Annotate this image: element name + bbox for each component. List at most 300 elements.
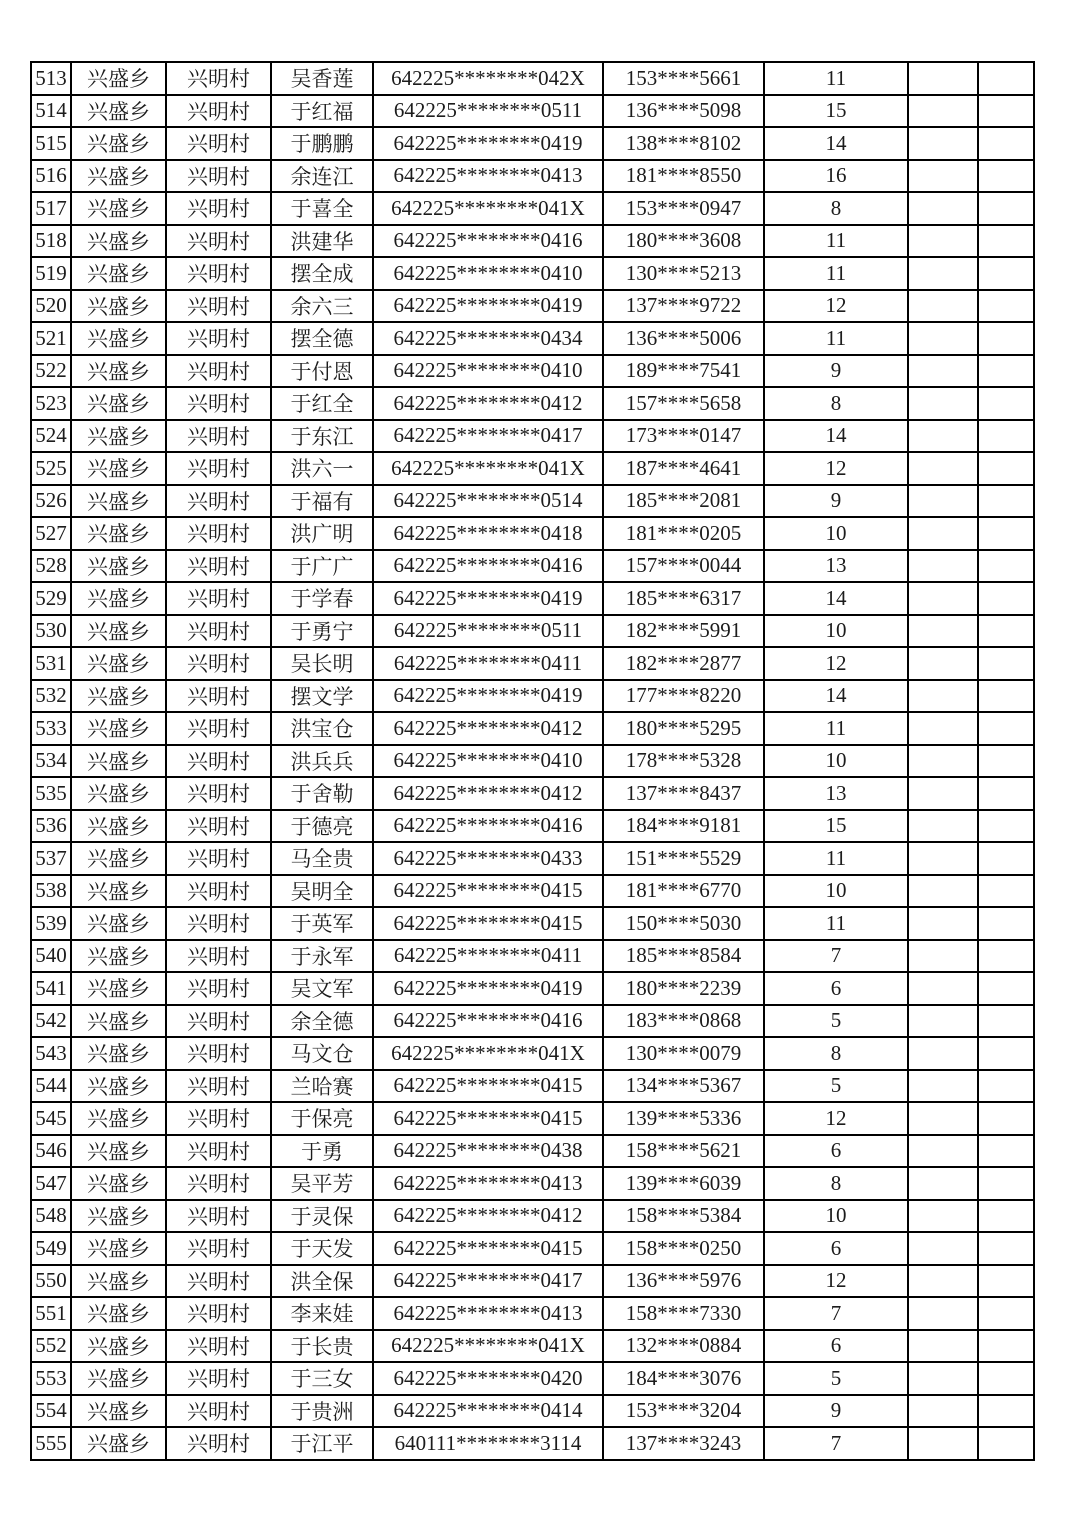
village-cell: 兴明村 [166, 777, 271, 810]
count-cell: 10 [764, 517, 908, 550]
phone-cell: 181****6770 [603, 875, 764, 908]
blank-cell-1 [908, 127, 978, 160]
blank-cell-2 [978, 1297, 1034, 1330]
phone-cell: 182****5991 [603, 615, 764, 648]
village-cell: 兴明村 [166, 1200, 271, 1233]
table-row [31, 1167, 1034, 1200]
table-row [31, 1395, 1034, 1428]
table-row [31, 192, 1034, 225]
village-cell: 兴明村 [166, 1135, 271, 1168]
id-number-cell: 642225********0412 [373, 387, 603, 420]
seq-cell: 539 [31, 907, 71, 940]
blank-cell-1 [908, 1427, 978, 1460]
count-cell: 10 [764, 615, 908, 648]
count-cell: 8 [764, 1167, 908, 1200]
seq-cell: 532 [31, 680, 71, 713]
township-cell: 兴盛乡 [71, 1297, 166, 1330]
blank-cell-1 [908, 940, 978, 973]
id-number-cell: 642225********0417 [373, 1265, 603, 1298]
table-row [31, 355, 1034, 388]
seq-cell: 534 [31, 745, 71, 778]
count-cell: 15 [764, 810, 908, 843]
blank-cell-2 [978, 582, 1034, 615]
table-row [31, 1200, 1034, 1233]
count-cell: 10 [764, 1200, 908, 1233]
seq-cell: 519 [31, 257, 71, 290]
village-cell: 兴明村 [166, 1102, 271, 1135]
phone-cell: 153****3204 [603, 1395, 764, 1428]
table-row [31, 387, 1034, 420]
blank-cell-2 [978, 940, 1034, 973]
village-cell: 兴明村 [166, 550, 271, 583]
phone-cell: 181****8550 [603, 160, 764, 193]
seq-cell: 545 [31, 1102, 71, 1135]
township-cell: 兴盛乡 [71, 1330, 166, 1363]
id-number-cell: 642225********0434 [373, 322, 603, 355]
id-number-cell: 642225********0413 [373, 1297, 603, 1330]
village-cell: 兴明村 [166, 387, 271, 420]
count-cell: 16 [764, 160, 908, 193]
name-cell: 于江平 [271, 1427, 373, 1460]
table-row [31, 940, 1034, 973]
phone-cell: 180****3608 [603, 225, 764, 258]
table-row [31, 745, 1034, 778]
blank-cell-1 [908, 1135, 978, 1168]
table-row [31, 1232, 1034, 1265]
village-cell: 兴明村 [166, 712, 271, 745]
count-cell: 10 [764, 875, 908, 908]
count-cell: 12 [764, 1265, 908, 1298]
seq-cell: 547 [31, 1167, 71, 1200]
phone-cell: 181****0205 [603, 517, 764, 550]
seq-cell: 551 [31, 1297, 71, 1330]
table-row [31, 777, 1034, 810]
id-number-cell: 640111********3114 [373, 1427, 603, 1460]
name-cell: 于灵保 [271, 1200, 373, 1233]
village-cell: 兴明村 [166, 517, 271, 550]
township-cell: 兴盛乡 [71, 322, 166, 355]
name-cell: 于英军 [271, 907, 373, 940]
name-cell: 于学春 [271, 582, 373, 615]
blank-cell-1 [908, 452, 978, 485]
village-cell: 兴明村 [166, 582, 271, 615]
village-cell: 兴明村 [166, 127, 271, 160]
id-number-cell: 642225********0419 [373, 680, 603, 713]
blank-cell-1 [908, 745, 978, 778]
blank-cell-1 [908, 1200, 978, 1233]
blank-cell-2 [978, 1200, 1034, 1233]
phone-cell: 153****5661 [603, 62, 764, 95]
township-cell: 兴盛乡 [71, 1005, 166, 1038]
count-cell: 14 [764, 582, 908, 615]
blank-cell-2 [978, 1037, 1034, 1070]
township-cell: 兴盛乡 [71, 290, 166, 323]
count-cell: 15 [764, 95, 908, 128]
table-row [31, 1005, 1034, 1038]
table-row [31, 290, 1034, 323]
name-cell: 洪宝仓 [271, 712, 373, 745]
blank-cell-2 [978, 615, 1034, 648]
blank-cell-2 [978, 1102, 1034, 1135]
blank-cell-2 [978, 1265, 1034, 1298]
township-cell: 兴盛乡 [71, 1362, 166, 1395]
village-cell: 兴明村 [166, 907, 271, 940]
id-number-cell: 642225********0414 [373, 1395, 603, 1428]
name-cell: 于红全 [271, 387, 373, 420]
seq-cell: 526 [31, 485, 71, 518]
blank-cell-2 [978, 192, 1034, 225]
count-cell: 11 [764, 907, 908, 940]
count-cell: 14 [764, 680, 908, 713]
count-cell: 12 [764, 1102, 908, 1135]
table-row [31, 875, 1034, 908]
blank-cell-2 [978, 257, 1034, 290]
name-cell: 于贵洲 [271, 1395, 373, 1428]
village-cell: 兴明村 [166, 875, 271, 908]
name-cell: 吴长明 [271, 647, 373, 680]
name-cell: 于福有 [271, 485, 373, 518]
phone-cell: 134****5367 [603, 1070, 764, 1103]
table-row [31, 907, 1034, 940]
name-cell: 兰哈赛 [271, 1070, 373, 1103]
township-cell: 兴盛乡 [71, 1135, 166, 1168]
seq-cell: 548 [31, 1200, 71, 1233]
name-cell: 于保亮 [271, 1102, 373, 1135]
name-cell: 于长贵 [271, 1330, 373, 1363]
id-number-cell: 642225********0419 [373, 972, 603, 1005]
id-number-cell: 642225********041X [373, 1037, 603, 1070]
seq-cell: 540 [31, 940, 71, 973]
village-cell: 兴明村 [166, 1297, 271, 1330]
phone-cell: 150****5030 [603, 907, 764, 940]
count-cell: 7 [764, 1427, 908, 1460]
count-cell: 6 [764, 1232, 908, 1265]
blank-cell-1 [908, 550, 978, 583]
township-cell: 兴盛乡 [71, 485, 166, 518]
village-cell: 兴明村 [166, 940, 271, 973]
blank-cell-1 [908, 1362, 978, 1395]
seq-cell: 514 [31, 95, 71, 128]
phone-cell: 184****9181 [603, 810, 764, 843]
village-cell: 兴明村 [166, 1167, 271, 1200]
seq-cell: 537 [31, 842, 71, 875]
name-cell: 摆全德 [271, 322, 373, 355]
name-cell: 于红福 [271, 95, 373, 128]
name-cell: 于广广 [271, 550, 373, 583]
blank-cell-2 [978, 647, 1034, 680]
count-cell: 11 [764, 62, 908, 95]
blank-cell-1 [908, 192, 978, 225]
township-cell: 兴盛乡 [71, 257, 166, 290]
count-cell: 11 [764, 225, 908, 258]
table-row [31, 1135, 1034, 1168]
count-cell: 14 [764, 127, 908, 160]
name-cell: 洪六一 [271, 452, 373, 485]
township-cell: 兴盛乡 [71, 420, 166, 453]
village-cell: 兴明村 [166, 1330, 271, 1363]
phone-cell: 136****5976 [603, 1265, 764, 1298]
village-cell: 兴明村 [166, 225, 271, 258]
seq-cell: 522 [31, 355, 71, 388]
table-row [31, 1037, 1034, 1070]
id-number-cell: 642225********0416 [373, 550, 603, 583]
name-cell: 马文仓 [271, 1037, 373, 1070]
blank-cell-2 [978, 322, 1034, 355]
blank-cell-2 [978, 387, 1034, 420]
name-cell: 于鹏鹏 [271, 127, 373, 160]
phone-cell: 139****5336 [603, 1102, 764, 1135]
id-number-cell: 642225********0418 [373, 517, 603, 550]
seq-cell: 535 [31, 777, 71, 810]
blank-cell-2 [978, 1135, 1034, 1168]
village-cell: 兴明村 [166, 290, 271, 323]
village-cell: 兴明村 [166, 95, 271, 128]
table-row [31, 680, 1034, 713]
phone-cell: 185****8584 [603, 940, 764, 973]
roster-table [30, 61, 1035, 1461]
blank-cell-1 [908, 1070, 978, 1103]
id-number-cell: 642225********0416 [373, 1005, 603, 1038]
township-cell: 兴盛乡 [71, 582, 166, 615]
blank-cell-1 [908, 420, 978, 453]
seq-cell: 518 [31, 225, 71, 258]
seq-cell: 525 [31, 452, 71, 485]
village-cell: 兴明村 [166, 1232, 271, 1265]
id-number-cell: 642225********0419 [373, 127, 603, 160]
village-cell: 兴明村 [166, 1037, 271, 1070]
blank-cell-2 [978, 1070, 1034, 1103]
seq-cell: 542 [31, 1005, 71, 1038]
seq-cell: 553 [31, 1362, 71, 1395]
seq-cell: 520 [31, 290, 71, 323]
township-cell: 兴盛乡 [71, 192, 166, 225]
blank-cell-2 [978, 127, 1034, 160]
table-row [31, 712, 1034, 745]
seq-cell: 531 [31, 647, 71, 680]
name-cell: 洪建华 [271, 225, 373, 258]
seq-cell: 555 [31, 1427, 71, 1460]
township-cell: 兴盛乡 [71, 1102, 166, 1135]
blank-cell-2 [978, 1330, 1034, 1363]
count-cell: 7 [764, 1297, 908, 1330]
table-row [31, 810, 1034, 843]
table-row [31, 225, 1034, 258]
blank-cell-1 [908, 972, 978, 1005]
township-cell: 兴盛乡 [71, 355, 166, 388]
seq-cell: 543 [31, 1037, 71, 1070]
blank-cell-1 [908, 777, 978, 810]
name-cell: 吴文军 [271, 972, 373, 1005]
name-cell: 余连江 [271, 160, 373, 193]
blank-cell-2 [978, 225, 1034, 258]
table-row [31, 647, 1034, 680]
id-number-cell: 642225********0412 [373, 1200, 603, 1233]
id-number-cell: 642225********041X [373, 452, 603, 485]
count-cell: 8 [764, 1037, 908, 1070]
phone-cell: 158****0250 [603, 1232, 764, 1265]
blank-cell-2 [978, 712, 1034, 745]
blank-cell-2 [978, 680, 1034, 713]
table-row [31, 420, 1034, 453]
id-number-cell: 642225********0411 [373, 940, 603, 973]
name-cell: 于三女 [271, 1362, 373, 1395]
village-cell: 兴明村 [166, 160, 271, 193]
village-cell: 兴明村 [166, 745, 271, 778]
table-row [31, 1362, 1034, 1395]
township-cell: 兴盛乡 [71, 810, 166, 843]
id-number-cell: 642225********0410 [373, 257, 603, 290]
phone-cell: 178****5328 [603, 745, 764, 778]
blank-cell-1 [908, 1330, 978, 1363]
name-cell: 于付恩 [271, 355, 373, 388]
village-cell: 兴明村 [166, 257, 271, 290]
blank-cell-2 [978, 1005, 1034, 1038]
phone-cell: 153****0947 [603, 192, 764, 225]
count-cell: 13 [764, 777, 908, 810]
village-cell: 兴明村 [166, 355, 271, 388]
name-cell: 洪兵兵 [271, 745, 373, 778]
count-cell: 12 [764, 647, 908, 680]
phone-cell: 151****5529 [603, 842, 764, 875]
blank-cell-2 [978, 160, 1034, 193]
phone-cell: 137****9722 [603, 290, 764, 323]
seq-cell: 524 [31, 420, 71, 453]
blank-cell-2 [978, 1232, 1034, 1265]
blank-cell-1 [908, 257, 978, 290]
count-cell: 6 [764, 1135, 908, 1168]
count-cell: 13 [764, 550, 908, 583]
seq-cell: 515 [31, 127, 71, 160]
village-cell: 兴明村 [166, 322, 271, 355]
blank-cell-1 [908, 485, 978, 518]
phone-cell: 136****5098 [603, 95, 764, 128]
township-cell: 兴盛乡 [71, 777, 166, 810]
name-cell: 李来娃 [271, 1297, 373, 1330]
blank-cell-2 [978, 452, 1034, 485]
id-number-cell: 642225********0416 [373, 810, 603, 843]
phone-cell: 158****7330 [603, 1297, 764, 1330]
id-number-cell: 642225********0438 [373, 1135, 603, 1168]
phone-cell: 137****8437 [603, 777, 764, 810]
seq-cell: 516 [31, 160, 71, 193]
name-cell: 洪全保 [271, 1265, 373, 1298]
seq-cell: 530 [31, 615, 71, 648]
id-number-cell: 642225********0419 [373, 582, 603, 615]
blank-cell-2 [978, 62, 1034, 95]
township-cell: 兴盛乡 [71, 615, 166, 648]
township-cell: 兴盛乡 [71, 907, 166, 940]
blank-cell-2 [978, 1427, 1034, 1460]
count-cell: 6 [764, 1330, 908, 1363]
village-cell: 兴明村 [166, 615, 271, 648]
id-number-cell: 642225********041X [373, 192, 603, 225]
blank-cell-1 [908, 1167, 978, 1200]
id-number-cell: 642225********0410 [373, 745, 603, 778]
name-cell: 摆全成 [271, 257, 373, 290]
township-cell: 兴盛乡 [71, 1427, 166, 1460]
seq-cell: 523 [31, 387, 71, 420]
blank-cell-1 [908, 95, 978, 128]
table-row [31, 1265, 1034, 1298]
blank-cell-2 [978, 290, 1034, 323]
phone-cell: 189****7541 [603, 355, 764, 388]
phone-cell: 185****2081 [603, 485, 764, 518]
township-cell: 兴盛乡 [71, 1200, 166, 1233]
count-cell: 5 [764, 1362, 908, 1395]
village-cell: 兴明村 [166, 972, 271, 1005]
blank-cell-2 [978, 517, 1034, 550]
township-cell: 兴盛乡 [71, 225, 166, 258]
blank-cell-1 [908, 387, 978, 420]
seq-cell: 527 [31, 517, 71, 550]
blank-cell-2 [978, 1362, 1034, 1395]
blank-cell-2 [978, 810, 1034, 843]
name-cell: 于天发 [271, 1232, 373, 1265]
count-cell: 5 [764, 1005, 908, 1038]
village-cell: 兴明村 [166, 647, 271, 680]
seq-cell: 549 [31, 1232, 71, 1265]
name-cell: 吴香莲 [271, 62, 373, 95]
count-cell: 9 [764, 1395, 908, 1428]
blank-cell-2 [978, 485, 1034, 518]
id-number-cell: 642225********0433 [373, 842, 603, 875]
seq-cell: 538 [31, 875, 71, 908]
seq-cell: 544 [31, 1070, 71, 1103]
id-number-cell: 642225********0412 [373, 777, 603, 810]
village-cell: 兴明村 [166, 1362, 271, 1395]
village-cell: 兴明村 [166, 1005, 271, 1038]
blank-cell-2 [978, 355, 1034, 388]
name-cell: 于舍勒 [271, 777, 373, 810]
phone-cell: 130****0079 [603, 1037, 764, 1070]
village-cell: 兴明村 [166, 420, 271, 453]
township-cell: 兴盛乡 [71, 62, 166, 95]
blank-cell-2 [978, 907, 1034, 940]
blank-cell-1 [908, 1395, 978, 1428]
blank-cell-1 [908, 355, 978, 388]
blank-cell-1 [908, 907, 978, 940]
id-number-cell: 642225********0415 [373, 875, 603, 908]
table-row [31, 615, 1034, 648]
blank-cell-2 [978, 842, 1034, 875]
id-number-cell: 642225********0413 [373, 160, 603, 193]
blank-cell-1 [908, 647, 978, 680]
blank-cell-1 [908, 1297, 978, 1330]
name-cell: 摆文学 [271, 680, 373, 713]
blank-cell-1 [908, 160, 978, 193]
phone-cell: 137****3243 [603, 1427, 764, 1460]
township-cell: 兴盛乡 [71, 160, 166, 193]
township-cell: 兴盛乡 [71, 842, 166, 875]
count-cell: 12 [764, 290, 908, 323]
table-row [31, 1297, 1034, 1330]
id-number-cell: 642225********0514 [373, 485, 603, 518]
id-number-cell: 642225********0420 [373, 1362, 603, 1395]
seq-cell: 521 [31, 322, 71, 355]
table-row [31, 452, 1034, 485]
village-cell: 兴明村 [166, 1070, 271, 1103]
id-number-cell: 642225********0511 [373, 615, 603, 648]
count-cell: 7 [764, 940, 908, 973]
count-cell: 11 [764, 712, 908, 745]
table-row [31, 1330, 1034, 1363]
blank-cell-1 [908, 875, 978, 908]
table-row [31, 972, 1034, 1005]
village-cell: 兴明村 [166, 192, 271, 225]
blank-cell-1 [908, 615, 978, 648]
phone-cell: 173****0147 [603, 420, 764, 453]
seq-cell: 546 [31, 1135, 71, 1168]
